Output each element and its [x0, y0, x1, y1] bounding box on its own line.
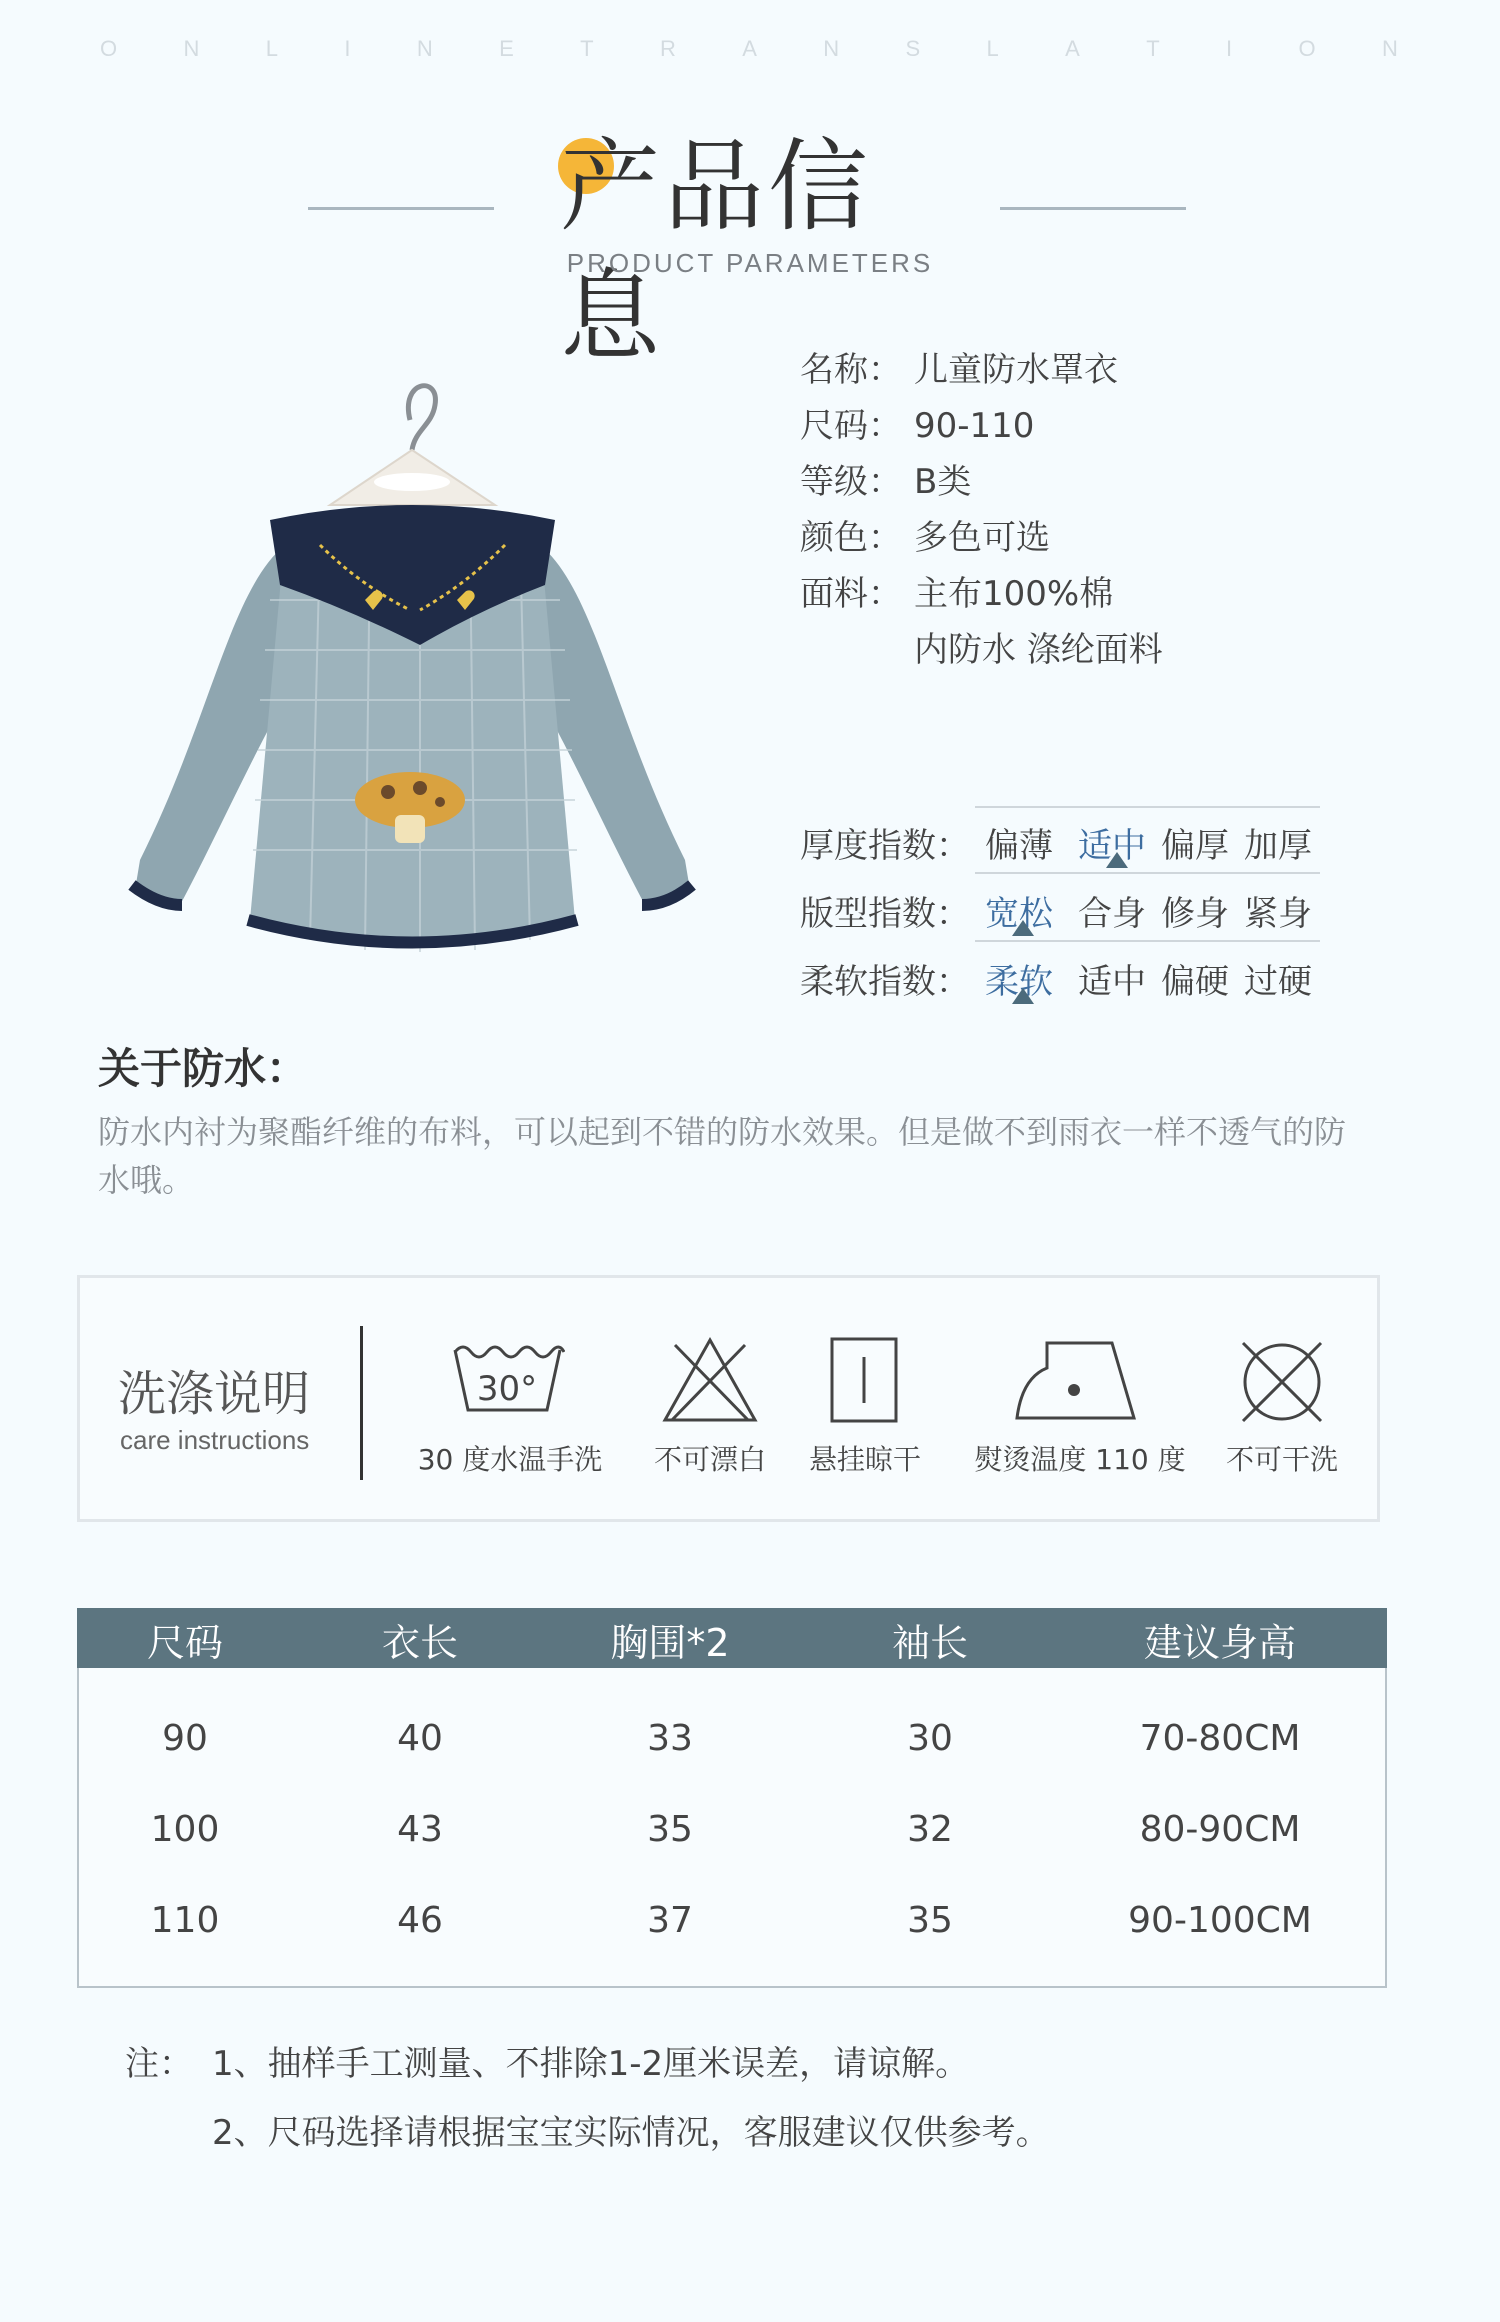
table-cell: 32	[907, 1809, 953, 1850]
table-cell: 35	[907, 1900, 953, 1941]
table-cell: 90	[162, 1718, 208, 1759]
index-option: 过硬	[1244, 962, 1312, 1002]
wash-temp-text: 30°	[476, 1369, 538, 1409]
table-cell: 46	[397, 1900, 443, 1941]
decorative-letter-row	[0, 36, 1500, 66]
selected-marker-icon	[1012, 920, 1034, 936]
table-cell: 80-90CM	[1139, 1809, 1301, 1850]
index-label: 柔软指数：	[800, 962, 970, 1002]
hang-dry-icon	[828, 1335, 900, 1425]
fit-index	[800, 876, 1330, 936]
table-header-cell: 衣长	[381, 1621, 458, 1665]
table-cell: 30	[907, 1718, 953, 1759]
care-label: 熨烫温度 110 度	[974, 1443, 1186, 1476]
spec-label: 等级：	[800, 462, 902, 502]
table-header-cell: 袖长	[891, 1621, 968, 1665]
care-label: 不可干洗	[1225, 1443, 1338, 1476]
softness-index	[800, 944, 1330, 1004]
selected-marker-icon	[1106, 852, 1128, 868]
title-right-line	[1000, 207, 1186, 210]
letter: A	[1065, 36, 1082, 61]
letter: A	[742, 36, 759, 61]
note-item: 1、抽样手工测量、不排除1-2厘米误差，请谅解。	[212, 2044, 970, 2084]
care-label: 不可漂白	[653, 1443, 766, 1476]
spec-value: B类	[914, 462, 972, 502]
letter: N	[416, 36, 435, 61]
table-cell: 110	[150, 1900, 220, 1941]
note-item: 2、尺码选择请根据宝宝实际情况，客服建议仅供参考。	[212, 2113, 1050, 2153]
index-option: 偏薄	[985, 826, 1053, 866]
no-bleach-icon	[660, 1335, 760, 1425]
spec-value: 多色可选	[914, 518, 1050, 558]
selected-marker-icon	[1012, 988, 1034, 1004]
spec-grade	[800, 462, 971, 502]
table-cell: 37	[647, 1900, 693, 1941]
table-cell: 100	[150, 1809, 220, 1850]
care-label: 悬挂晾干	[808, 1443, 921, 1476]
spec-size	[800, 406, 1034, 446]
spec-label: 名称：	[800, 350, 902, 390]
index-option: 加厚	[1244, 826, 1312, 866]
letter: N	[823, 36, 842, 61]
index-option: 偏硬	[1161, 962, 1229, 1002]
waterproof-title: 关于防水：	[98, 1044, 309, 1093]
letter: E	[499, 36, 516, 61]
wash-30-icon	[450, 1340, 565, 1415]
index-line	[975, 940, 1320, 942]
index-option-selected: 宽松	[985, 894, 1053, 934]
table-cell: 33	[647, 1718, 693, 1759]
index-option: 适中	[1078, 962, 1146, 1002]
letter: T	[580, 36, 596, 61]
no-dry-clean-icon	[1235, 1335, 1329, 1429]
waterproof-text: 防水内衬为聚酯纤维的布料，可以起到不错的防水效果。但是做不到雨衣一样不透气的防水哦。	[98, 1113, 1347, 1199]
letter: R	[659, 36, 678, 61]
spec-label: 面料：	[800, 574, 902, 614]
index-option: 紧身	[1244, 894, 1312, 934]
spec-label: 颜色：	[800, 518, 902, 558]
letter: I	[344, 36, 353, 61]
iron-icon	[1012, 1338, 1140, 1422]
product-image	[120, 360, 700, 980]
table-header-cell: 建议身高	[1143, 1621, 1296, 1665]
table-cell: 70-80CM	[1139, 1718, 1301, 1759]
care-label: 30 度水温手洗	[417, 1443, 603, 1476]
letter: N	[183, 36, 202, 61]
table-cell: 40	[397, 1718, 443, 1759]
notes-prefix: 注：	[125, 2044, 193, 2084]
letter: O	[1298, 36, 1318, 61]
index-option-selected: 适中	[1078, 826, 1146, 866]
index-option: 偏厚	[1161, 826, 1229, 866]
table-cell: 35	[647, 1809, 693, 1850]
table-cell: 43	[397, 1809, 443, 1850]
spec-fabric	[800, 574, 1113, 614]
table-header-cell: 胸围*2	[610, 1621, 730, 1665]
spec-fabric-lining	[800, 630, 1163, 670]
page-subtitle: PRODUCT PARAMETERS	[566, 248, 934, 278]
table-header-cell: 尺码	[146, 1621, 223, 1665]
spec-name	[800, 350, 1118, 390]
spec-value: 主布100%棉	[914, 574, 1114, 614]
spec-value: 内防水 涤纶面料	[914, 630, 1163, 670]
letter: N	[1381, 36, 1400, 61]
spec-value: 儿童防水罩衣	[914, 350, 1118, 390]
index-option-selected: 柔软	[985, 962, 1053, 1002]
table-cell: 90-100CM	[1128, 1900, 1312, 1941]
letter: I	[1226, 36, 1235, 61]
letter: O	[100, 36, 120, 61]
letter: L	[265, 36, 280, 61]
page-title: 产品信息	[560, 128, 872, 375]
care-divider	[360, 1326, 363, 1480]
index-option: 修身	[1161, 894, 1229, 934]
letter: L	[986, 36, 1001, 61]
index-line	[975, 872, 1320, 874]
index-option: 合身	[1078, 894, 1146, 934]
index-label: 版型指数：	[800, 894, 970, 934]
spec-label: 尺码：	[800, 406, 902, 446]
letter: S	[905, 36, 923, 61]
index-label: 厚度指数：	[800, 826, 970, 866]
letter: T	[1146, 36, 1162, 61]
care-title: 洗涤说明	[118, 1366, 311, 1422]
title-left-line	[308, 207, 494, 210]
spec-color	[800, 518, 1050, 558]
spec-value: 90-110	[914, 406, 1035, 446]
care-subtitle: care instructions	[120, 1425, 310, 1455]
thickness-index	[800, 808, 1330, 868]
